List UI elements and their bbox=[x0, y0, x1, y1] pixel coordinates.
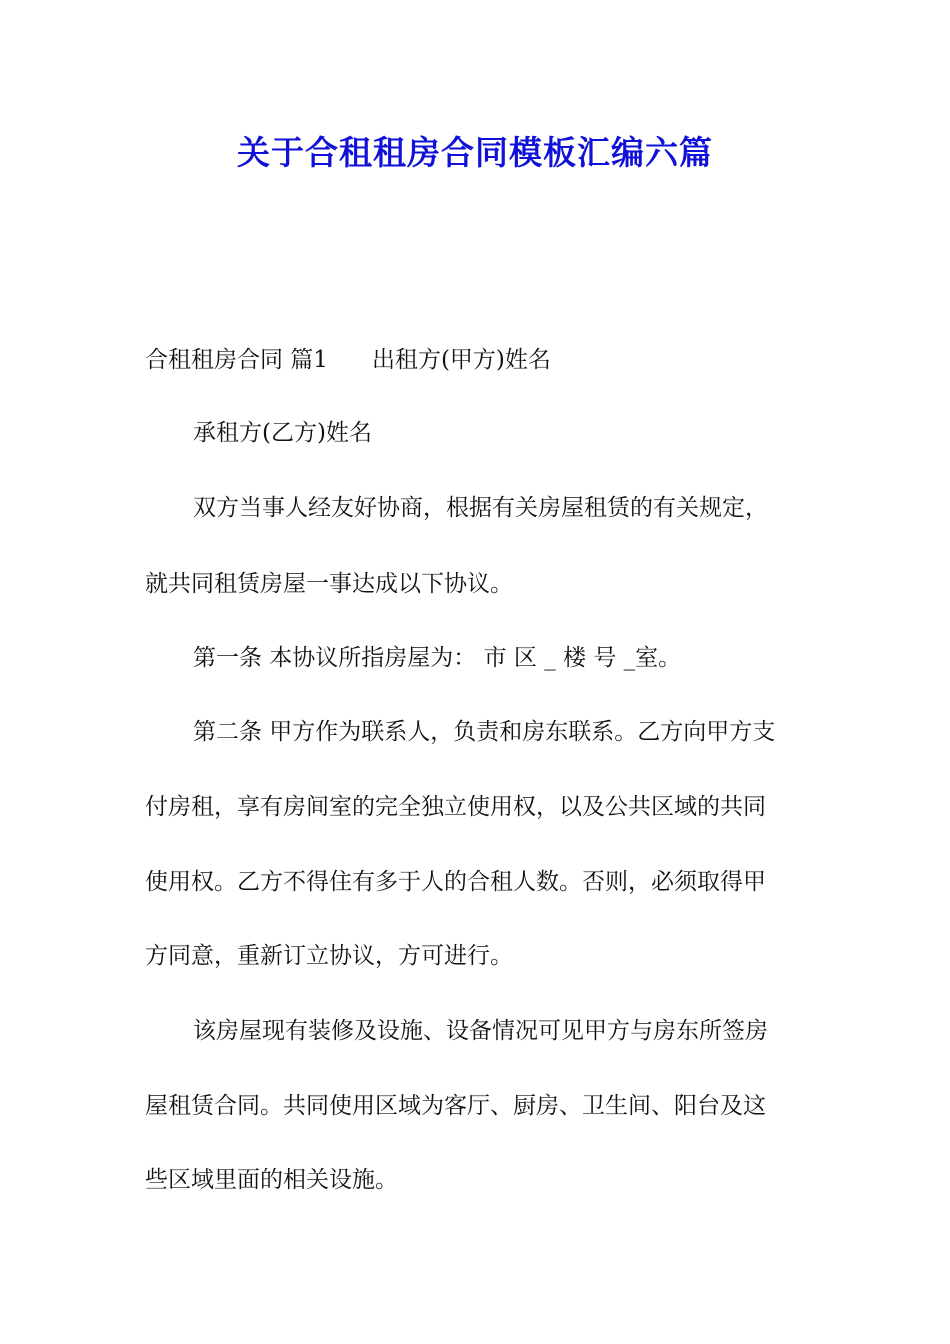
paragraph-line: 些区域里面的相关设施。 bbox=[145, 1167, 398, 1193]
lessor-name-label: 出租方(甲方)姓名 bbox=[371, 347, 551, 373]
section-heading-line bbox=[145, 342, 810, 378]
paragraph-line: 双方当事人经友好协商，根据有关房屋租赁的有关规定， bbox=[193, 495, 768, 521]
paragraph-line: 第二条 甲方作为联系人，负责和房东联系。乙方向甲方支 bbox=[193, 719, 776, 745]
document-title: 关于合租租房合同模板汇编六篇 bbox=[237, 133, 713, 172]
paragraph-line: 就共同租赁房屋一事达成以下协议。 bbox=[145, 571, 513, 597]
lessee-name-label: 承租方(乙方)姓名 bbox=[193, 420, 372, 446]
paragraph-line: 付房租，享有房间室的完全独立使用权，以及公共区域的共同 bbox=[145, 794, 766, 820]
paragraph-line: 该房屋现有装修及设施、设备情况可见甲方与房东所签房 bbox=[193, 1018, 768, 1044]
section-heading: 合租租房合同 篇1 bbox=[145, 347, 328, 373]
paragraph-line: 使用权。乙方不得住有多于人的合租人数。否则，必须取得甲 bbox=[145, 869, 766, 895]
paragraph-line: 屋租赁合同。共同使用区域为客厅、厨房、卫生间、阳台及这 bbox=[145, 1093, 766, 1119]
paragraph-line: 方同意，重新订立协议，方可进行。 bbox=[145, 943, 513, 969]
article-one-line: 第一条 本协议所指房屋为： 市 区 _ 楼 号 _室。 bbox=[193, 645, 682, 671]
